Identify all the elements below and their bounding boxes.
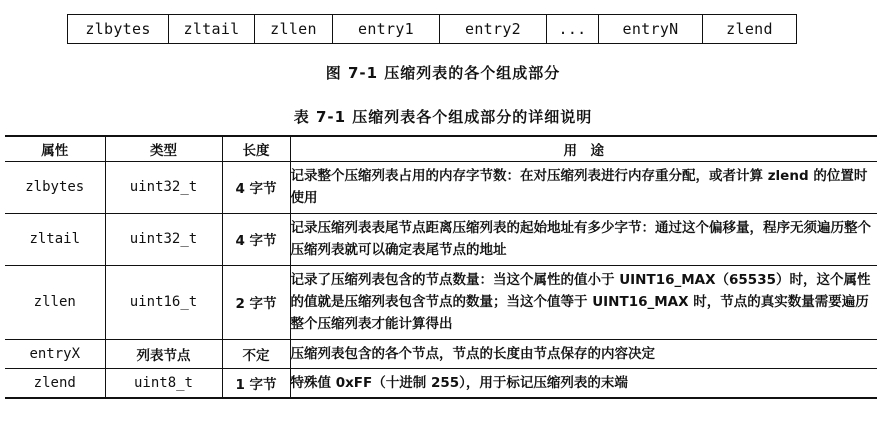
row-name: zltail — [5, 213, 105, 265]
header-usage: 用 途 — [290, 136, 877, 161]
table-row — [5, 161, 877, 213]
row-type: uint16_t — [105, 265, 222, 339]
layout-cell-entry2: entry2 — [440, 15, 547, 43]
row-type: 列表节点 — [105, 339, 222, 368]
layout-cell-ellipsis: ... — [547, 15, 599, 43]
layout-cell-entryN: entryN — [599, 15, 703, 43]
row-description: 压缩列表包含的各个节点，节点的长度由节点保存的内容决定 — [290, 339, 877, 368]
layout-cell-entry1: entry1 — [333, 15, 440, 43]
table-row — [5, 213, 877, 265]
row-length: 4 字节 — [222, 213, 290, 265]
header-length: 长度 — [222, 136, 290, 161]
row-description: 记录压缩列表表尾节点距离压缩列表的起始地址有多少字节：通过这个偏移量，程序无须遍历整个压缩列表就可以确定表尾节点的地址 — [290, 213, 877, 265]
layout-cell-zlbytes: zlbytes — [68, 15, 169, 43]
row-name: zlend — [5, 368, 105, 398]
table-header-row — [5, 136, 877, 161]
table-row — [5, 265, 877, 339]
table-row — [5, 339, 877, 368]
row-type: uint32_t — [105, 213, 222, 265]
row-description: 特殊值 0xFF（十进制 255），用于标记压缩列表的末端 — [290, 368, 877, 398]
row-type: uint32_t — [105, 161, 222, 213]
layout-cell-zltail: zltail — [169, 15, 255, 43]
row-description: 记录了压缩列表包含的节点数量：当这个属性的值小于 UINT16_MAX（65535）时，这个属性的值就是压缩列表包含节点的数量；当这个值等于 UINT16_MAX 时，节点的真实数量需要遍历整个压缩列表才能计算得出 — [290, 265, 877, 339]
header-attribute: 属性 — [5, 136, 105, 161]
layout-cell-zllen: zllen — [255, 15, 333, 43]
layout-cell-zlend: zlend — [726, 20, 773, 38]
table-row — [5, 368, 877, 398]
row-length: 不定 — [222, 339, 290, 368]
figure-caption: 图 7-1 压缩列表的各个组成部分 — [325, 64, 561, 82]
header-type: 类型 — [105, 136, 222, 161]
row-name: entryX — [5, 339, 105, 368]
ziplist-layout-figure — [67, 14, 797, 44]
row-name: zllen — [5, 265, 105, 339]
table-caption: 表 7-1 压缩列表各个组成部分的详细说明 — [293, 108, 593, 126]
row-description: 记录整个压缩列表占用的内存字节数：在对压缩列表进行内存重分配，或者计算 zlend 的位置时使用 — [290, 161, 877, 213]
row-type: uint8_t — [105, 368, 222, 398]
ziplist-detail-table — [5, 135, 877, 399]
row-name: zlbytes — [5, 161, 105, 213]
row-length: 1 字节 — [222, 368, 290, 398]
row-length: 2 字节 — [222, 265, 290, 339]
row-length: 4 字节 — [222, 161, 290, 213]
